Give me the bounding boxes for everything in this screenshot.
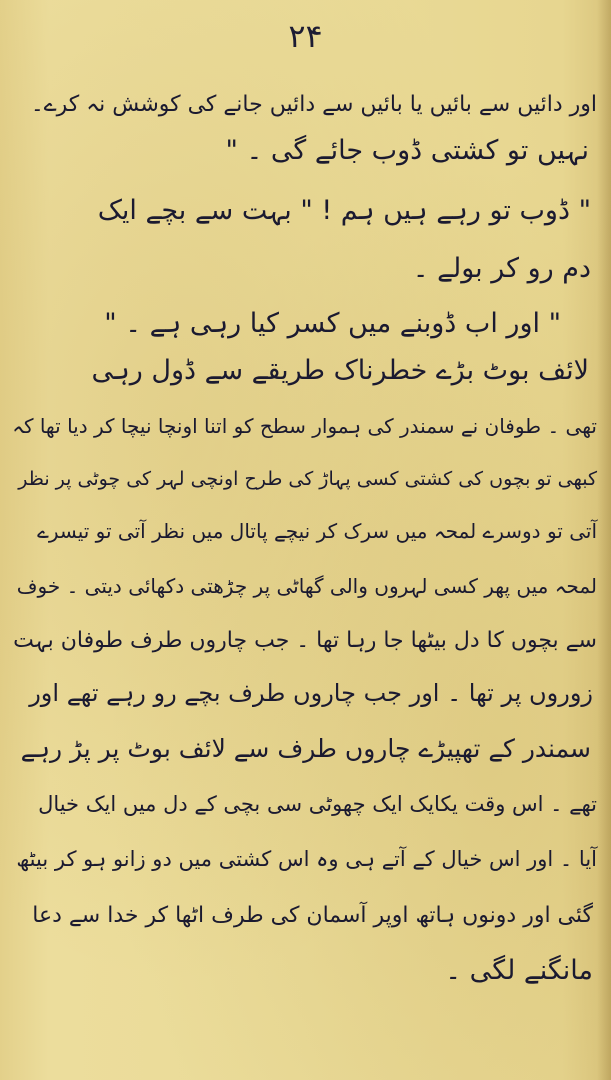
text-line-11: سے بچوں کا دل بیٹھا جا رہا تھا ۔ جب چاروں طرف طوفان بہت xyxy=(13,628,597,653)
text-line-2: نہیں تو کشتی ڈوب جائے گی ۔ " xyxy=(225,135,589,166)
text-line-1: اور دائیں سے بائیں یا بائیں سے دائیں جانے کی کوشش نہ کرے۔ xyxy=(30,92,597,117)
text-line-16: گئی اور دونوں ہاتھ اوپر آسمان کی طرف اٹھا کر خدا سے دعا xyxy=(32,903,593,928)
text-line-9: آتی تو دوسرے لمحہ میں سرک کر نیچے پاتال میں نظر آتی تو تیسرے xyxy=(37,519,597,543)
text-line-5: " اور اب ڈوبنے میں کسر کیا رہی ہے ۔ " xyxy=(104,308,561,339)
text-line-6: لائف بوٹ بڑے خطرناک طریقے سے ڈول رہی xyxy=(91,355,589,386)
text-line-17: مانگنے لگی ۔ xyxy=(445,955,593,986)
page-edge-shadow xyxy=(597,0,611,1080)
page-number: ۲۴ xyxy=(288,17,323,55)
text-line-14: تھے ۔ اس وقت یکایک ایک چھوٹی سی بچی کے دل میں ایک خیال xyxy=(38,792,597,816)
text-line-13: سمندر کے تھپیڑے چاروں طرف سے لائف بوٹ پر پڑ رہے xyxy=(20,734,591,763)
text-line-7: تھی ۔ طوفان نے سمندر کی ہموار سطح کو اتنا اونچا نیچا کر دیا تھا کہ xyxy=(12,414,597,438)
text-line-12: زوروں پر تھا ۔ اور جب چاروں طرف بچے رو رہے تھے اور xyxy=(29,679,593,707)
text-line-4: دم رو کر بولے ۔ xyxy=(412,253,591,284)
text-line-10: لمحہ میں پھر کسی لہروں والی گھاٹی پر چڑھتی دکھائی دیتی ۔ خوف xyxy=(16,574,597,598)
text-line-15: آیا ۔ اور اس خیال کے آتے ہی وہ اس کشتی میں دو زانو ہو کر بیٹھ xyxy=(16,847,597,871)
text-line-8: کبھی تو بچوں کی کشتی کسی پہاڑ کی طرح اونچی لہر کی چوٹی پر نظر xyxy=(18,468,597,490)
text-line-3: " ڈوب تو رہے ہیں ہم ! " بہت سے بچے ایک xyxy=(97,195,591,226)
